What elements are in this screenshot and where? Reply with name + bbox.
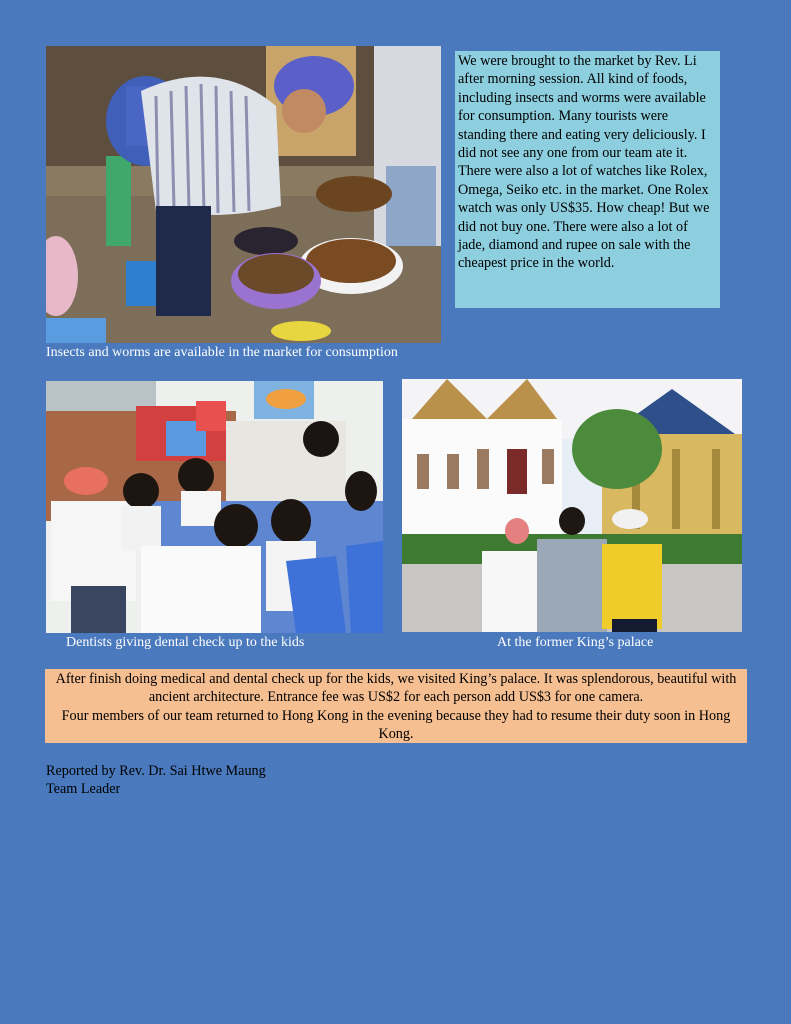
palace-photo-caption: At the former King’s palace <box>497 635 654 650</box>
reporter-role: Team Leader <box>46 781 121 797</box>
market-photo <box>46 46 441 343</box>
market-description-box <box>455 51 720 308</box>
market-paragraph-2: There were also a lot of watches like Rolex, Omega, Seiko etc. in the market. One Rolex watch was only US$35. How cheap! But we did not buy one. There were also a lot of jade, diamond and rupee on sale with the cheapest price in the world. <box>458 163 710 272</box>
market-photo-caption: Insects and worms are available in the market for consumption <box>46 345 398 360</box>
palace-paragraph-2: Four members of our team returned to Hong Kong in the evening because they had to resume their duty soon in Hong Kong. <box>61 707 731 743</box>
dental-checkup-photo <box>46 381 383 633</box>
report-signature <box>46 762 266 798</box>
palace-description-box <box>45 669 747 743</box>
reporter-name: Reported by Rev. Dr. Sai Htwe Maung <box>46 763 266 779</box>
market-paragraph-1: We were brought to the market by Rev. Li after morning session. All kind of foods, including insects and worms were available for consumption. Many tourists were standing there and eating very deliciously. I did not see any one from our team ate it. <box>458 53 706 162</box>
dental-photo-caption: Dentists giving dental check up to the kids <box>66 635 305 650</box>
palace-paragraph-1: After finish doing medical and dental check up for the kids, we visited King’s palace. It was splendorous, beautiful with ancient architecture. Entrance fee was US$2 for each person add US$3 for one camera. <box>55 671 737 706</box>
palace-photo <box>402 379 742 632</box>
